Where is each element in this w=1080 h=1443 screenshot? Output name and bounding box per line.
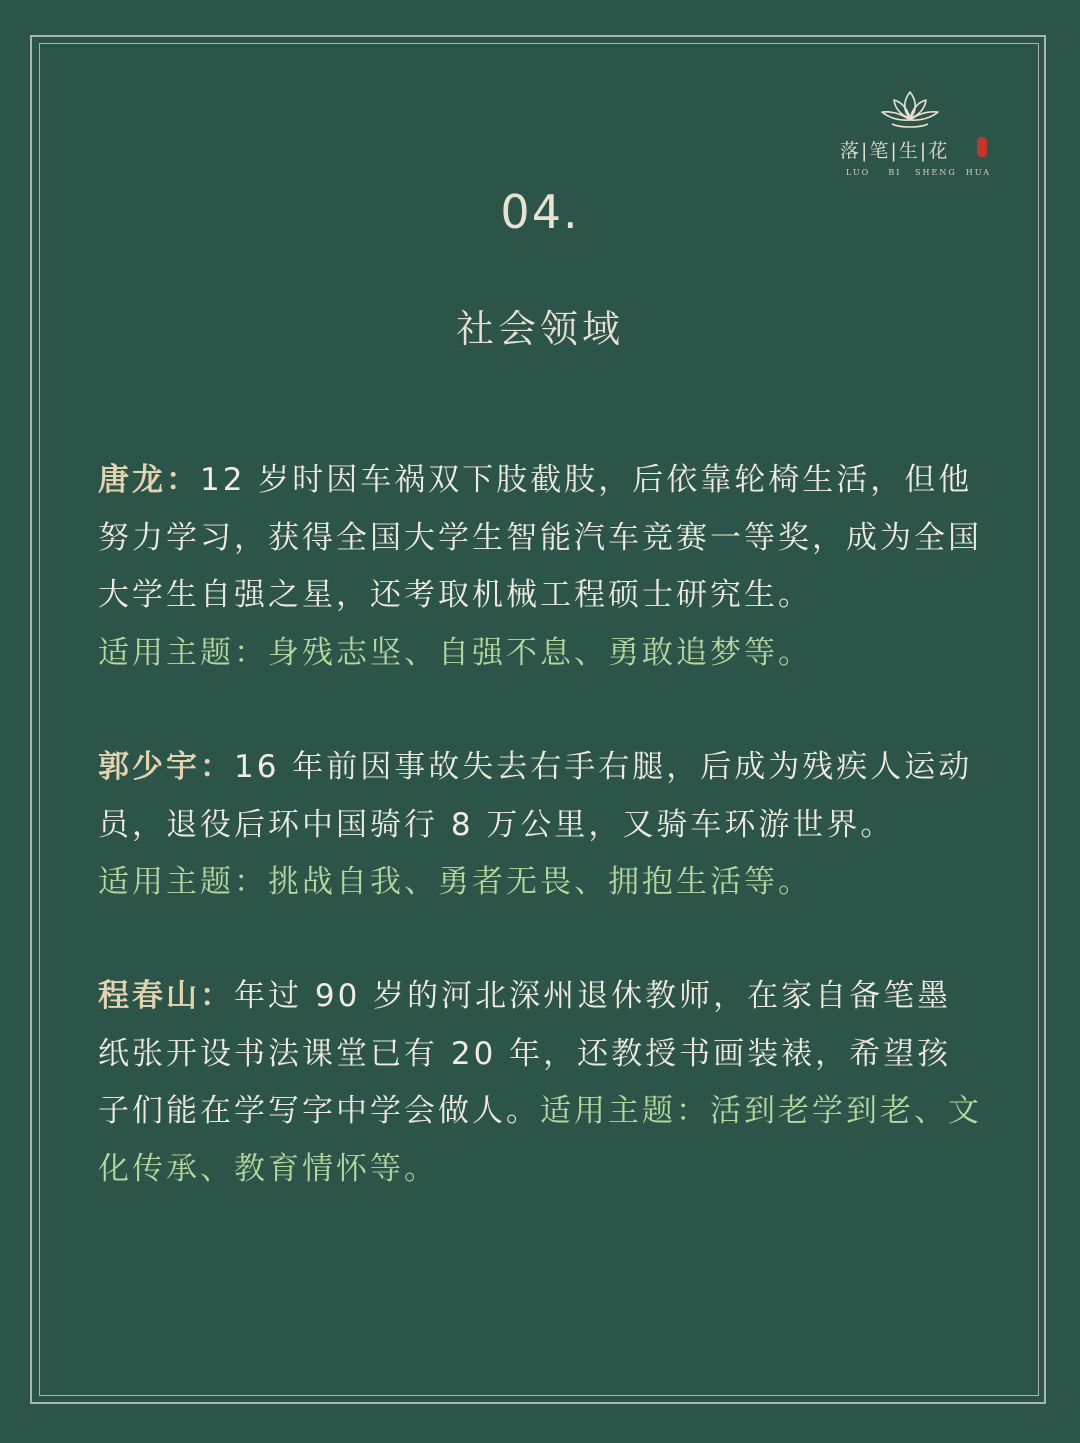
section-number: 04. (500, 185, 580, 239)
red-seal (977, 137, 987, 157)
entry-name: 郭少宇： (98, 749, 234, 785)
entry-description: 年过 90 岁的河北深州退休教师，在家自备笔墨纸张开设书法课堂已有 20 年，还教授书画装裱，希望孩子们能在学写字中学会做人。 (98, 978, 952, 1129)
entry-theme: 适用主题：挑战自我、勇者无畏、拥抱生活等。 (98, 864, 812, 900)
entry-theme: 适用主题：身残志坚、自强不息、勇敢追梦等。 (98, 634, 812, 671)
entry-theme: 适用主题：活到老学到老、文化传承、教育情怀等。 (98, 1093, 982, 1187)
logo-subtitle: LUO BI SHENG HUA (846, 168, 992, 177)
entry-tang-long (98, 452, 983, 682)
entry-cheng-chunshan (98, 968, 983, 1198)
lotus-icon (878, 88, 942, 132)
section-title: 社会领域 (455, 307, 624, 351)
entry-name: 唐龙： (98, 462, 200, 498)
entry-name: 程春山： (98, 978, 234, 1014)
entry-description: 16 年前因事故失去右手右腿，后成为残疾人运动员，退役后环中国骑行 8 万公里，又骑车环游世界。 (98, 749, 973, 843)
entry-description: 12 岁时因车祸双下肢截肢，后依靠轮椅生活，但他努力学习，获得全国大学生智能汽车竞赛一等奖，成为全国大学生自强之星，还考取机械工程硕士研究生。 (98, 462, 982, 613)
entry-guo-shaoyu (98, 739, 983, 912)
brand-logo (840, 88, 1000, 188)
logo-text: 落|笔|生|花 (840, 140, 950, 162)
